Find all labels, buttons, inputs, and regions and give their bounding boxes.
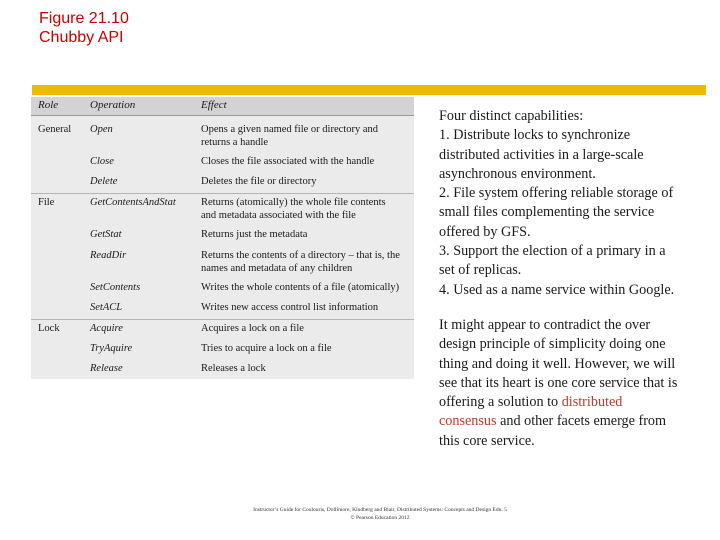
highlight-text: distributed xyxy=(561,394,623,411)
effect-cell: Closes the file associated with the handle xyxy=(201,156,375,167)
capability-line: Four distinct capabilities: xyxy=(439,108,584,124)
effect-cell: Returns (atomically) the whole file contents and metadata associated with the file xyxy=(201,197,386,221)
group-divider xyxy=(31,319,414,320)
operation-cell: Acquire xyxy=(90,323,123,334)
capability-line: small files complementing the service xyxy=(439,204,655,221)
effect-cell: Writes the whole contents of a file (atomically) xyxy=(201,282,400,293)
footer-copyright: © Pearson Education 2012 xyxy=(350,515,410,521)
capability-line: 4. Used as a name service within Google. xyxy=(439,281,675,298)
header-role: Role xyxy=(38,99,59,111)
effect-cell: Releases a lock xyxy=(201,363,266,374)
design-line: thing and doing it well. However, we will xyxy=(439,355,676,372)
effect-cell: Deletes the file or directory xyxy=(201,176,317,187)
table-header xyxy=(31,97,414,116)
accent-bar xyxy=(32,85,706,95)
design-line: offering a solution to xyxy=(439,394,562,411)
figure-number: Figure 21.10 xyxy=(39,10,129,27)
design-line: It might appear to contradict the over xyxy=(439,316,651,333)
header-operation: Operation xyxy=(90,99,136,111)
footer-credit: Instructor’s Guide for Coulouris, Dollimore, Kindberg and Blair, Distributed Systems: Concepts and Design Edn. 5 xyxy=(253,507,507,513)
figure-title xyxy=(39,9,129,47)
operation-cell: GetContentsAndStat xyxy=(90,197,176,208)
capability-line: distributed activities in a large-scale xyxy=(439,146,644,163)
design-paragraph xyxy=(439,316,711,451)
operation-cell: Close xyxy=(90,156,114,167)
operation-cell: SetACL xyxy=(90,302,123,313)
group-divider xyxy=(31,193,414,194)
description-text xyxy=(439,107,711,451)
design-line: see that its heart is one core service that is xyxy=(439,374,678,391)
effect-cell: Opens a given named file or directory and returns a handle xyxy=(201,124,378,148)
capability-line: 2. File system offering reliable storage of xyxy=(439,185,674,202)
capability-line: asynchronous environment. xyxy=(439,165,596,182)
operation-cell: GetStat xyxy=(90,229,122,240)
operation-cell: Release xyxy=(90,363,123,374)
design-line: this core service. xyxy=(439,432,535,449)
header-effect: Effect xyxy=(201,99,227,111)
operation-cell: SetContents xyxy=(90,282,141,293)
effect-cell: Acquires a lock on a file xyxy=(201,323,304,334)
role-cell: General xyxy=(38,124,72,135)
figure-caption: Chubby API xyxy=(39,29,124,46)
operation-cell: Delete xyxy=(90,176,118,187)
chubby-api-table xyxy=(31,97,414,379)
effect-cell: Tries to acquire a lock on a file xyxy=(201,343,332,354)
capability-line: 3. Support the election of a primary in a xyxy=(439,243,666,260)
effect-cell: Returns just the metadata xyxy=(201,229,308,240)
capabilities-paragraph xyxy=(439,107,711,300)
role-cell: File xyxy=(38,197,55,208)
operation-cell: Open xyxy=(90,124,113,135)
capability-line: 1. Distribute locks to synchronize xyxy=(439,127,631,144)
design-line: and other facets emerge from xyxy=(496,413,667,430)
effect-cell: Writes new access control list information xyxy=(201,302,379,313)
role-cell: Lock xyxy=(38,323,60,334)
operation-cell: TryAquire xyxy=(90,343,133,354)
operation-cell: ReadDir xyxy=(90,250,127,261)
capability-line: set of replicas. xyxy=(439,262,522,279)
capability-line: offered by GFS. xyxy=(439,223,531,240)
footer xyxy=(180,506,580,522)
effect-cell: Returns the contents of a directory – that is, the names and metadata of any children xyxy=(201,250,400,274)
design-line: design principle of simplicity doing one xyxy=(439,336,666,353)
highlight-text: consensus xyxy=(439,413,497,430)
